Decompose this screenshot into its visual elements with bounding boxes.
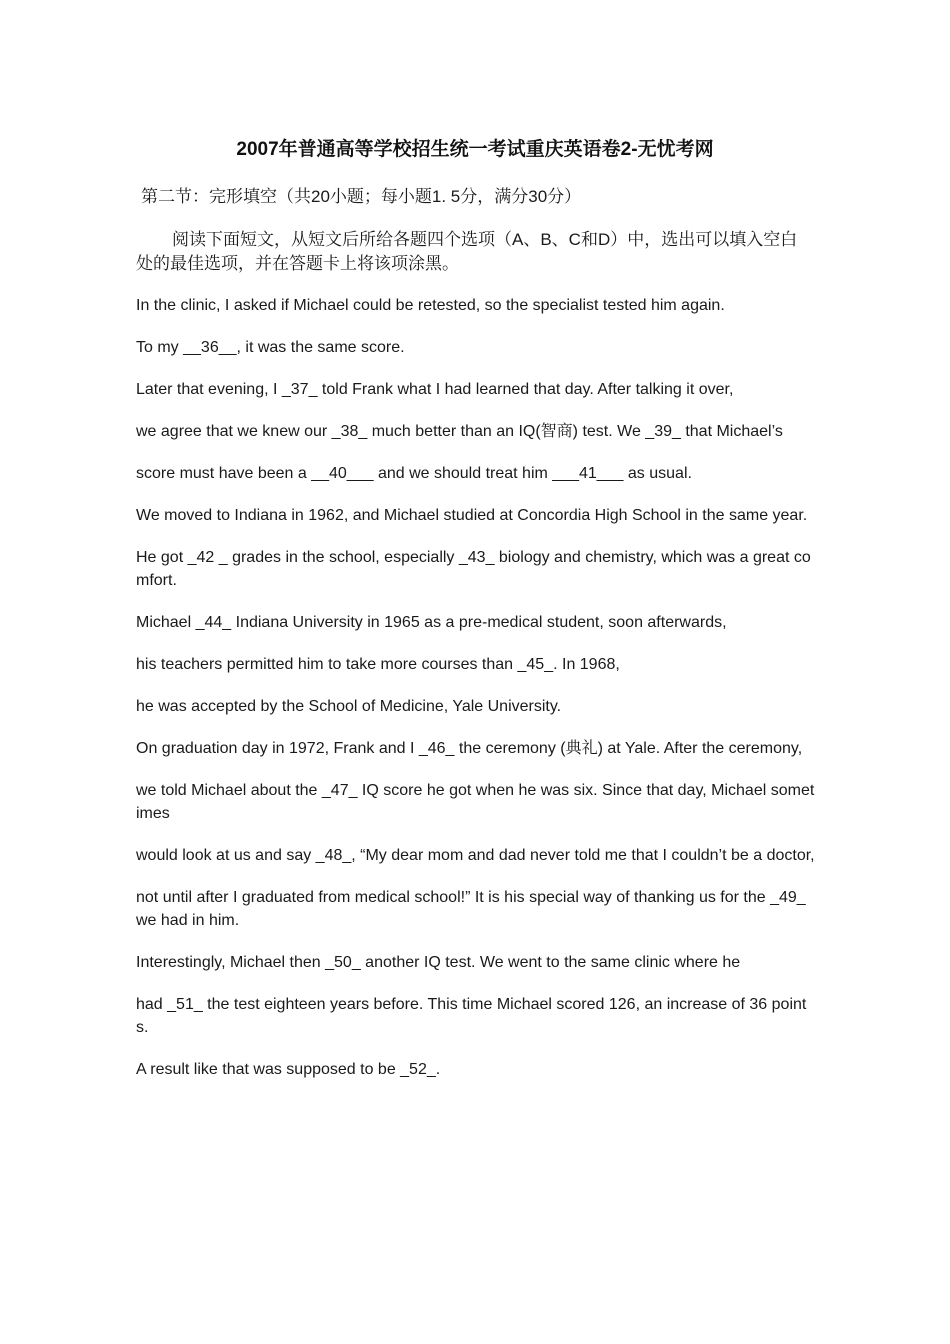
passage-line: We moved to Indiana in 1962, and Michael studied at Concordia High School in the same year. xyxy=(136,507,808,524)
passage-body xyxy=(136,294,816,1100)
passage-line: we told Michael about the _47_ IQ score he got when he was six. Since that day, Michael sometimes xyxy=(136,782,815,822)
passage-line: In the clinic, I asked if Michael could be retested, so the specialist tested him again. xyxy=(136,297,725,314)
passage-line: Later that evening, I _37_ told Frank what I had learned that day. After talking it over, xyxy=(136,381,734,398)
passage-line: Michael _44_ Indiana University in 1965 as a pre-medical student, soon afterwards, xyxy=(136,614,727,631)
passage-line: not until after I graduated from medical school!” It is his special way of thanking us for the _49_ we had in him. xyxy=(136,889,806,929)
passage-line: we agree that we knew our _38_ much better than an IQ(智商) test. We _39_ that Michael’s xyxy=(136,423,783,440)
section-heading: 第二节：完形填空（共20小题；每小题1. 5分，满分30分） xyxy=(141,187,582,206)
passage-line: On graduation day in 1972, Frank and I _46_ the ceremony (典礼) at Yale. After the ceremony, xyxy=(136,740,803,757)
passage-line: had _51_ the test eighteen years before. This time Michael scored 126, an increase of 36 points. xyxy=(136,996,807,1036)
instructions-paragraph: 阅读下面短文，从短文后所给各题四个选项（A、B、C和D）中，选出可以填入空白处的最佳选项，并在答题卡上将该项涂黑。 xyxy=(136,230,798,273)
passage-line: score must have been a __40___ and we should treat him ___41___ as usual. xyxy=(136,465,692,482)
passage-line: To my __36__, it was the same score. xyxy=(136,339,405,356)
passage-line: Interestingly, Michael then _50_ another IQ test. We went to the same clinic where he xyxy=(136,954,741,971)
passage-line: He got _42 _ grades in the school, especially _43_ biology and chemistry, which was a great comfort. xyxy=(136,549,811,589)
passage-line: would look at us and say _48_, “My dear mom and dad never told me that I couldn’t be a doctor, xyxy=(136,847,815,864)
passage-line: A result like that was supposed to be _52_. xyxy=(136,1061,441,1078)
passage-line: his teachers permitted him to take more courses than _45_. In 1968, xyxy=(136,656,620,673)
passage-line: he was accepted by the School of Medicine, Yale University. xyxy=(136,698,562,715)
document-title: 2007年普通高等学校招生统一考试重庆英语卷2-无忧考网 xyxy=(236,139,714,160)
